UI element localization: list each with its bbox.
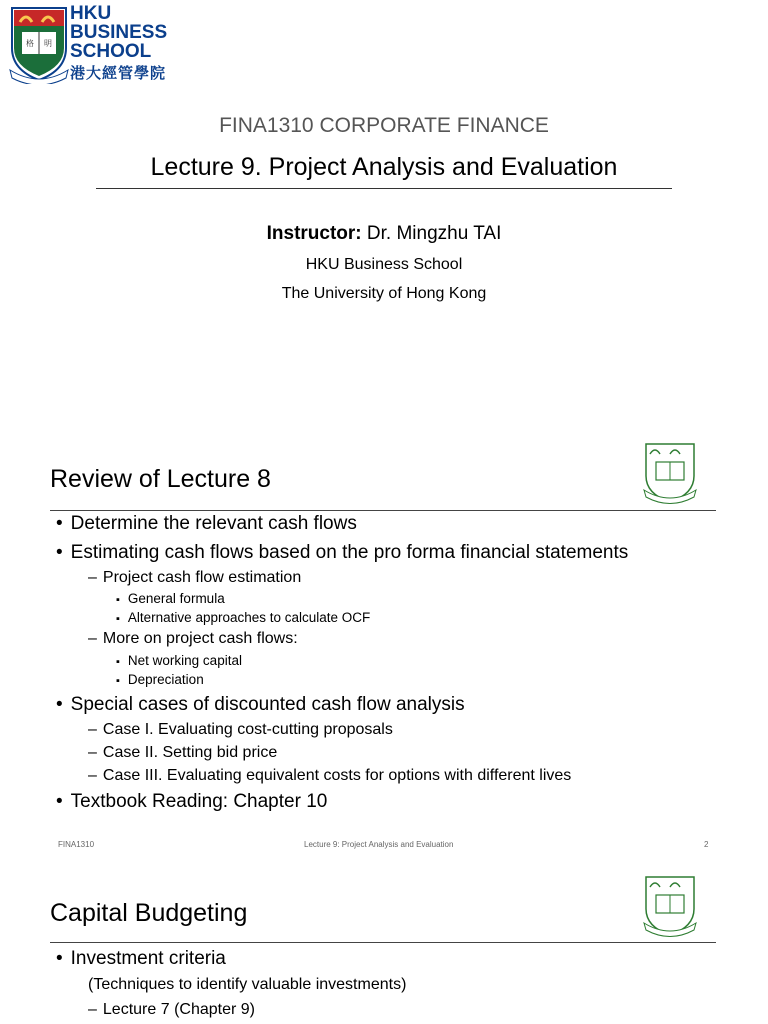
list-item: • Textbook Reading: Chapter 10	[56, 791, 327, 813]
hku-crest-icon	[8, 4, 70, 84]
list-item: – More on project cash flows:	[88, 630, 298, 648]
footer-course: FINA1310	[58, 840, 95, 849]
list-item: ▪ Net working capital	[116, 653, 242, 668]
footer-lecture: Lecture 9: Project Analysis and Evaluation	[304, 840, 454, 849]
course-title: FINA1310 CORPORATE FINANCE	[219, 114, 549, 137]
list-item: – Case II. Setting bid price	[88, 744, 277, 762]
list-item: – Case I. Evaluating cost-cutting proposals	[88, 721, 393, 739]
slide3-title: Capital Budgeting	[50, 899, 248, 927]
instructor-label: Instructor:	[266, 223, 362, 244]
list-item: – Case III. Evaluating equivalent costs for options with different lives	[88, 767, 571, 785]
school-name: HKU Business School	[305, 256, 463, 273]
list-item: ▪ Alternative approaches to calculate OCF	[116, 610, 370, 625]
title-divider	[96, 188, 672, 189]
list-item-note: (Techniques to identify valuable investments)	[88, 976, 407, 993]
list-item: ▪ Depreciation	[116, 672, 204, 687]
hku-crest-icon	[640, 873, 700, 937]
lecture-title: Lecture 9. Project Analysis and Evaluation	[150, 153, 618, 181]
list-item: • Estimating cash flows based on the pro forma financial statements	[56, 542, 628, 564]
list-item: • Investment criteria	[56, 948, 226, 970]
slide2-divider	[50, 510, 716, 511]
university-name: The University of Hong Kong	[281, 285, 487, 302]
instructor-line	[0, 223, 768, 245]
list-item: – Project cash flow estimation	[88, 569, 301, 587]
footer-page-number: 2	[704, 840, 709, 849]
list-item: – Lecture 7 (Chapter 9)	[88, 1001, 255, 1019]
hku-crest-icon	[640, 440, 700, 504]
slide3-divider	[50, 942, 716, 943]
list-item: • Determine the relevant cash flows	[56, 513, 357, 535]
svg-text:格: 格	[26, 39, 34, 48]
list-item: • Special cases of discounted cash flow analysis	[56, 694, 465, 716]
slide2-title: Review of Lecture 8	[50, 465, 271, 493]
svg-text:明: 明	[44, 39, 52, 48]
logo-chinese-text: 港大經管學院	[70, 65, 167, 82]
logo-wordmark: HKU BUSINESS SCHOOL	[70, 3, 168, 62]
list-item: ▪ General formula	[116, 591, 225, 606]
instructor-name: Dr. Mingzhu TAI	[361, 223, 502, 244]
